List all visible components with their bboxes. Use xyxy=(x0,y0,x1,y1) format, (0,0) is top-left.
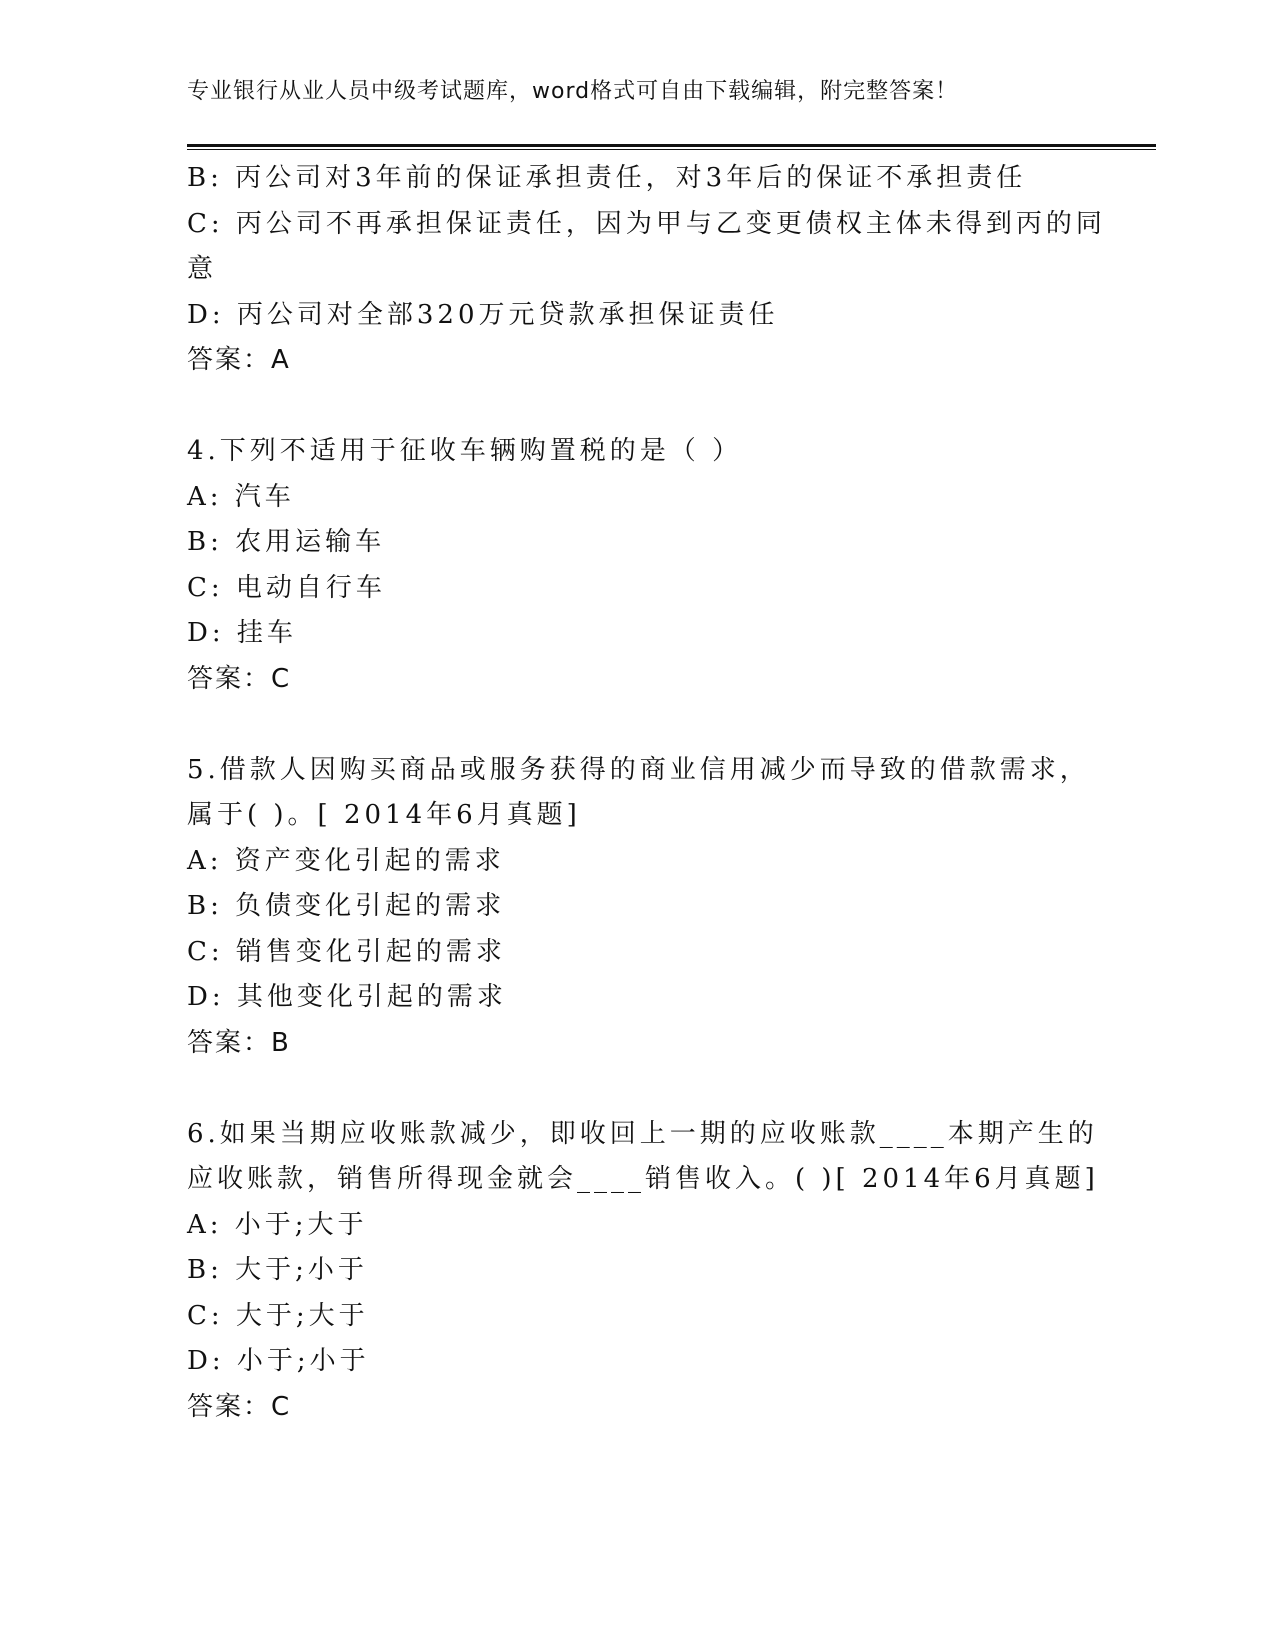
question-block xyxy=(187,429,1087,702)
block-gap xyxy=(187,702,1087,748)
option-line: B: 农用运输车 xyxy=(187,527,386,557)
answer-line: 答案：B xyxy=(187,1027,291,1058)
question-text: 5.借款人因购买商品或服务获得的商业信用减少而导致的借款需求， xyxy=(187,754,1090,785)
option-line: C: 大于;大于 xyxy=(187,1300,369,1331)
block-gap xyxy=(187,1066,1087,1112)
question-text: 属于( )。[ 2014年6月真题] xyxy=(187,800,581,830)
option-line: D: 其他变化引起的需求 xyxy=(187,982,507,1012)
option-line: D: 挂车 xyxy=(187,618,297,648)
page-header: 专业银行从业人员中级考试题库，word格式可自由下载编辑，附完整答案！ xyxy=(187,79,959,104)
option-line: D: 小于;小于 xyxy=(187,1346,370,1376)
question-text: 应收账款，销售所得现金就会____销售收入。( )[ 2014年6月真题] xyxy=(187,1164,1099,1194)
question-content xyxy=(187,156,1106,1430)
option-line: A: 资产变化引起的需求 xyxy=(187,845,505,876)
option-line: A: 汽车 xyxy=(187,481,295,512)
answer-line: 答案：A xyxy=(187,345,291,375)
option-line: B: 丙公司对3年前的保证承担责任，对3年后的保证不承担责任 xyxy=(187,163,1027,193)
option-line: C: 销售变化引起的需求 xyxy=(187,936,506,967)
answer-line: 答案：C xyxy=(187,1391,292,1422)
option-line: C: 电动自行车 xyxy=(187,572,386,603)
option-line: D: 丙公司对全部320万元贷款承担保证责任 xyxy=(187,299,779,330)
question-text: 4.下列不适用于征收车辆购置税的是（ ） xyxy=(187,436,743,466)
question-block xyxy=(187,748,1090,1067)
question-block xyxy=(187,156,1106,384)
option-line: B: 大于;小于 xyxy=(187,1255,368,1285)
option-line: C: 丙公司不再承担保证责任，因为甲与乙变更债权主体未得到丙的同 xyxy=(187,208,1106,239)
option-line: 意 xyxy=(187,254,218,284)
question-text: 6.如果当期应收账款减少，即收回上一期的应收账款____本期产生的 xyxy=(187,1118,1098,1149)
question-block xyxy=(187,1112,1099,1431)
header-divider xyxy=(187,144,1156,150)
answer-line: 答案：C xyxy=(187,663,292,694)
block-gap xyxy=(187,384,1087,430)
option-line: A: 小于;大于 xyxy=(187,1209,368,1240)
option-line: B: 负债变化引起的需求 xyxy=(187,891,506,921)
